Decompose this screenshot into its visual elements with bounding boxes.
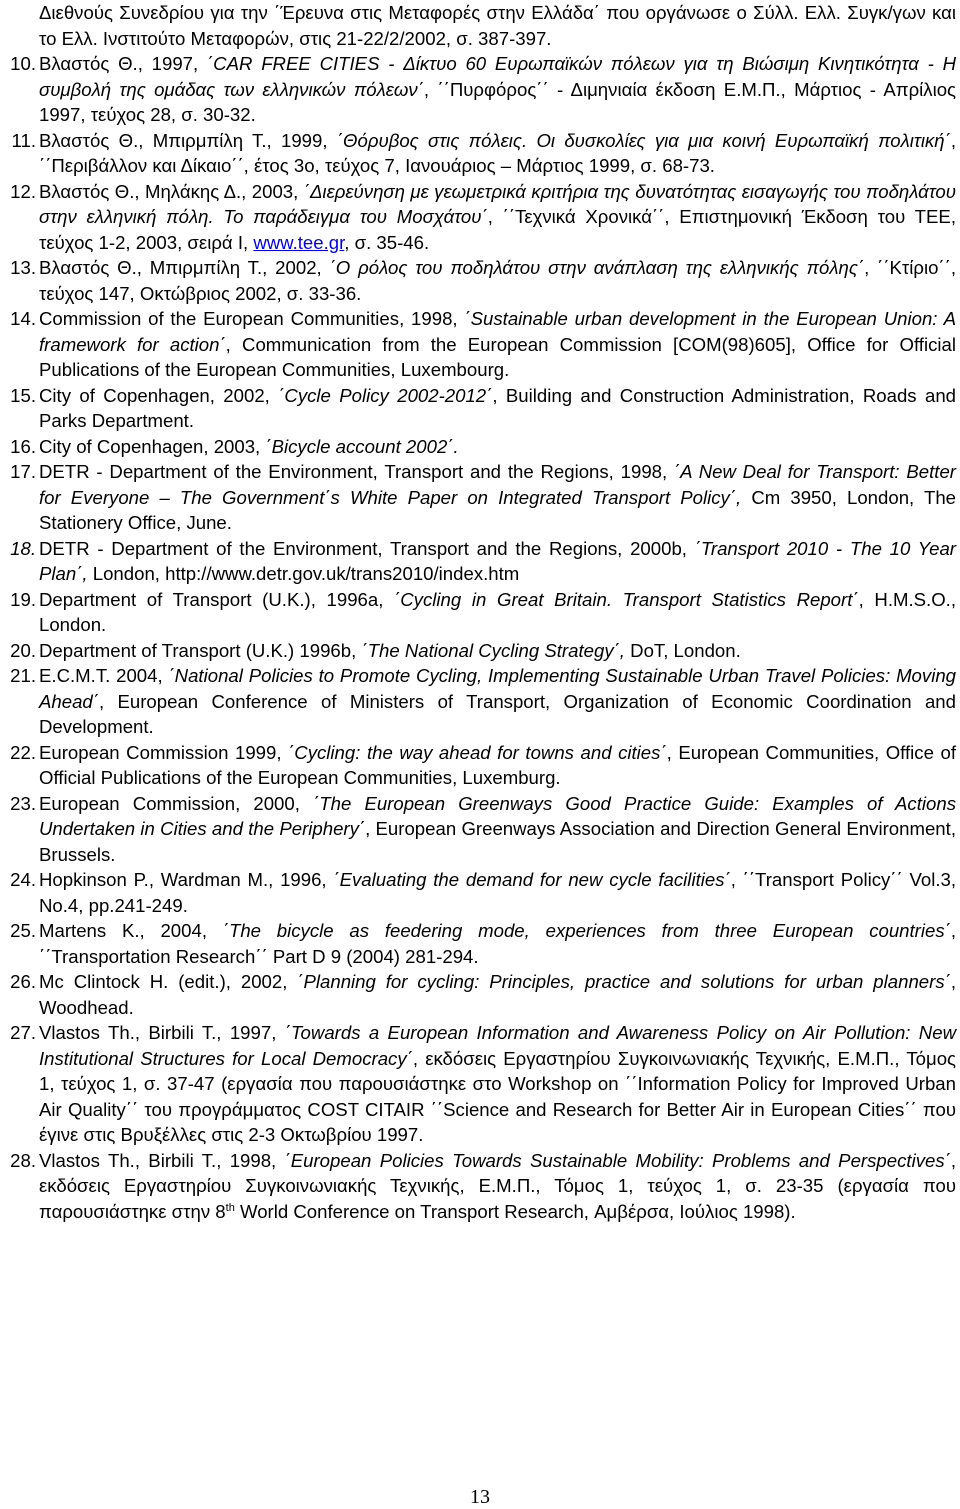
reference-title: ΄The European Greenways Good Practice Guide: Examples of Actions Undertaken in Cities and the Periphery΄ <box>39 792 956 839</box>
reference-number: 25. <box>10 920 36 941</box>
reference-title: ΄National Policies to Promote Cycling, Implementing Sustainable Urban Travel Policies: Moving Ahead΄ <box>39 665 957 712</box>
reference-text: London, http://www.detr.gov.uk/trans2010/index.htm <box>87 563 520 584</box>
reference-title: ΄CAR FREE CITIES - Δίκτυο 60 Ευρωπαϊκών πόλεων για τη Βιώσιμη Κινητικότητα - Η συμβολή της ομάδας των ελληνικών πόλεων΄ <box>39 53 956 100</box>
reference-number: 26. <box>10 971 36 992</box>
reference-text: , ΄΄Πυρφόρος΄΄ - Διμηνιαία έκδοση Ε.Μ.Π., Μάρτιος - Απρίλιος 1997, τεύχος 28, σ. 30-32. <box>39 78 957 125</box>
reference-item <box>0 638 956 664</box>
reference-title: ΄Cycle Policy 2002-2012΄ <box>278 384 493 406</box>
reference-text: City of Copenhagen, 2002, <box>39 384 279 406</box>
reference-title: ΄European Policies Towards Sustainable Mobility: Problems and Perspectives΄ <box>284 1149 951 1171</box>
reference-text: Cm 3950, London, The Stationery Office, June. <box>39 486 957 533</box>
reference-title: ΄The National Cycling Strategy΄, <box>361 639 625 661</box>
reference-text: Department of Transport (U.K.), 1996a, <box>39 588 395 610</box>
superscript: th <box>225 1201 235 1214</box>
reference-item <box>0 791 956 868</box>
reference-text: , σ. 35-46. <box>344 231 430 253</box>
reference-title: ΄Towards a European Information and Awareness Policy on Air Pollution: New Institutional Structures for Local Democracy΄ <box>39 1022 956 1069</box>
reference-number: 20. <box>10 639 36 661</box>
reference-text: European Commission, 2000, <box>39 792 314 814</box>
reference-number: 27. <box>10 1022 36 1043</box>
reference-text: Βλαστός Θ., Μηλάκης Δ., 2003, <box>39 180 304 202</box>
reference-title: ΄Θόρυβος στις πόλεις. Οι δυσκολίες για μια κοινή Ευρωπαϊκή πολιτική΄ <box>336 129 951 151</box>
reference-item <box>0 587 956 638</box>
reference-title: ΄The bicycle as feedering mode, experiences from three European countries΄ <box>222 920 951 941</box>
reference-text: Hopkinson P., Wardman M., 1996, <box>39 869 334 890</box>
reference-item <box>0 306 956 383</box>
reference-item <box>0 1020 956 1148</box>
reference-text: City of Copenhagen, 2003, <box>39 435 266 457</box>
reference-item <box>0 740 956 791</box>
reference-item <box>0 459 956 536</box>
reference-item <box>0 51 956 128</box>
reference-title: ΄Cycling: the way ahead for towns and cities΄ <box>288 741 667 763</box>
reference-number: 13. <box>10 257 36 278</box>
reference-text: DoT, London. <box>624 639 741 661</box>
reference-title: ΄Transport 2010 - The 10 Year Plan΄, <box>39 537 956 584</box>
reference-number: 21. <box>10 665 36 686</box>
reference-text: Βλαστός Θ., 1997, <box>39 53 207 74</box>
reference-title: ΄Sustainable urban development in the European Union: A framework for action΄ <box>39 308 956 355</box>
page-number: 13 <box>470 1486 490 1508</box>
reference-text: , Building and Construction Administration, Roads and Parks Department. <box>39 384 956 431</box>
reference-item <box>0 434 956 460</box>
reference-number: 16. <box>10 435 36 457</box>
reference-text: World Conference on Transport Research, Αμβέρσα, Ιούλιος 1998). <box>234 1200 796 1222</box>
reference-text: Βλαστός Θ., Μπιρμπίλη Τ., 1999, <box>39 129 337 151</box>
reference-item <box>0 969 956 1020</box>
reference-number: 12. <box>10 180 36 202</box>
reference-title: ΄Ο ρόλος του ποδηλάτου στην ανάπλαση της ελληνικής πόλης΄ <box>329 257 865 278</box>
reference-title: ΄Cycling in Great Britain. Transport Statistics Report΄ <box>394 588 859 610</box>
reference-number: 15. <box>10 384 36 406</box>
reference-text: Vlastos Th., Birbili T., 1998, <box>39 1149 285 1171</box>
reference-number: 22. <box>10 741 36 763</box>
reference-text: , ΄΄Κτίριο΄΄, τεύχος 147, Οκτώβριος 2002, σ. 33-36. <box>39 257 956 304</box>
reference-item <box>0 0 956 51</box>
reference-text: Mc Clintock H. (edit.), 2002, <box>39 971 298 992</box>
reference-text: , εκδόσεις Εργαστηρίου Συγκοινωνιακής Τεχνικής, Ε.Μ.Π., Τόμος 1, τεύχος 1, σ. 37-47 (εργασία που παρουσιάστηκε στο Workshop on ΄΄Information Policy for Improved Urban Air Quality΄΄ του προγράμματος COST CITAIR ΄΄Science and Research for Better Air in European Cities΄΄ που έγινε στις Βρυξέλλες στις 2-3 Οκτωβρίου 1997. <box>39 1047 956 1145</box>
reference-text: , H.M.S.O., London. <box>39 588 957 635</box>
reference-number: 28. <box>10 1149 36 1171</box>
reference-link[interactable]: www.tee.gr <box>253 231 345 253</box>
reference-number: 14. <box>10 308 36 329</box>
reference-text: Martens K., 2004, <box>39 920 223 941</box>
reference-text: Vlastos Th., Birbili T., 1997, <box>39 1022 285 1043</box>
reference-text: , ΄΄Transportation Research΄΄ Part D 9 (2004) 281-294. <box>39 920 956 967</box>
reference-text: , European Conference of Ministers of Transport, Organization of Economic Coordination and Development. <box>39 690 956 737</box>
reference-text: , Communication from the European Commission [COM(98)605], Office for Official Publications of the European Communities, Luxembourg. <box>39 333 956 380</box>
reference-title: ΄Evaluating the demand for new cycle facilities΄ <box>333 869 731 890</box>
reference-number: 11. <box>11 129 36 151</box>
reference-item <box>0 536 956 587</box>
reference-text: DETR - Department of the Environment, Transport and the Regions, 2000b, <box>39 537 695 559</box>
reference-item <box>0 179 956 256</box>
reference-text: European Commission 1999, <box>39 741 289 763</box>
reference-item <box>0 663 956 740</box>
reference-number: 17. <box>10 461 36 482</box>
reference-item <box>0 1148 956 1225</box>
reference-item <box>0 255 956 306</box>
reference-text: , European Greenways Association and Direction General Environment, Brussels. <box>39 818 956 865</box>
reference-number: 10. <box>10 53 36 74</box>
reference-item <box>0 918 956 969</box>
reference-text: , ΄΄Τεχνικά Χρονικά΄΄, Επιστημονική Έκδοση του ΤΕΕ, τεύχος 1-2, 2003, σειρά Ι, <box>39 206 956 253</box>
reference-number: 24. <box>10 869 36 890</box>
reference-item <box>0 383 956 434</box>
reference-title: ΄Bicycle account 2002΄. <box>265 435 459 457</box>
reference-text: , ΄΄Transport Policy΄΄ Vol.3, No.4, pp.241-249. <box>39 869 956 916</box>
reference-item <box>0 128 956 179</box>
reference-text: , εκδόσεις Εργαστηρίου Συγκοινωνιακής Τεχνικής, Ε.Μ.Π., Τόμος 1, τεύχος 1, σ. 23-35 (εργασία που παρουσιάστηκε στην 8 <box>39 1149 956 1222</box>
reference-text: , ΄΄Περιβάλλον και Δίκαιο΄΄, έτος 3ο, τεύχος 7, Ιανουάριος – Μάρτιος 1999, σ. 68-73. <box>39 129 956 176</box>
reference-text: Βλαστός Θ., Μπιρμπίλη Τ., 2002, <box>39 257 330 278</box>
reference-title: ΄Planning for cycling: Principles, practice and solutions for urban planners΄ <box>297 971 951 992</box>
reference-text: , Woodhead. <box>39 971 956 1018</box>
reference-text: , European Communities, Office of Official Publications of the European Communities, Luxemburg. <box>39 741 956 788</box>
reference-number: 23. <box>10 792 36 814</box>
reference-text: Commission of the European Communities, 1998, <box>39 308 465 329</box>
reference-text: E.C.M.T. 2004, <box>39 665 169 686</box>
reference-number: 18. <box>10 537 36 559</box>
reference-title: ΄Διερεύνηση με γεωμετρικά κριτήρια της δυνατότητας εισαγωγής του ποδηλάτου στην ελληνική πόλη. Το παράδειγμα του Μοσχάτου΄ <box>39 180 956 227</box>
reference-text: Διεθνούς Συνεδρίου για την ΄Έρευνα στις Μεταφορές στην Ελλάδα΄ που οργάνωσε ο Σύλλ. Ελλ. Συγκ/γων και το Ελλ. Ινστιτούτο Μεταφορών, στις 21-22/2/2002, σ. 387-397. <box>39 2 956 49</box>
reference-text: Department of Transport (U.K.) 1996b, <box>39 639 362 661</box>
reference-number: 19. <box>10 588 36 610</box>
reference-text: DETR - Department of the Environment, Transport and the Regions, 1998, <box>39 461 674 482</box>
reference-item <box>0 867 956 918</box>
reference-title: ΄A New Deal for Transport: Better for Everyone – The Government΄s White Paper on Integrated Transport Policy΄, <box>39 461 956 508</box>
